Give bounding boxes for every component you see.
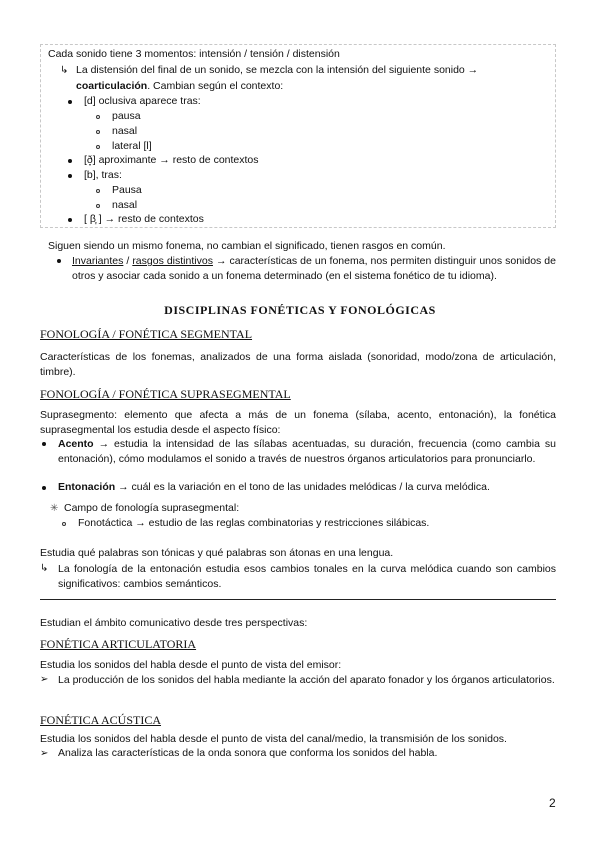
circle-bullet-icon — [62, 522, 66, 526]
circle-bullet-icon — [96, 189, 100, 193]
separator: / — [123, 255, 133, 267]
campo-text: Campo de fonología suprasegmental: — [64, 502, 240, 514]
entonacion-text: → cuál es la variación en el tono de las unidades melódicas / la curva melódica. — [115, 481, 490, 493]
heading-suprasegmental: FONOLOGÍA / FONÉTICA SUPRASEGMENTAL — [40, 387, 291, 401]
eth-item: [ð̞] aproximante → resto de contextos — [84, 154, 259, 166]
bullet-icon — [68, 159, 72, 163]
box-line-2: La distensión del final de un sonido, se mezcla con la intensión del siguiente sonido → — [76, 64, 479, 76]
articulatoria-text: Estudia los sonidos del habla desde el punto de vista del emisor: — [40, 659, 342, 671]
bullet-icon — [68, 174, 72, 178]
heading-articulatoria: FONÉTICA ARTICULATORIA — [40, 637, 197, 651]
d-sub-item: pausa — [112, 110, 141, 122]
asterisk-icon: ✳ — [50, 503, 59, 514]
bullet-icon — [68, 218, 72, 222]
box-line-1: Cada sonido tiene 3 momentos: intensión / tensión / distensión — [48, 48, 340, 60]
section-title: DISCIPLINAS FONÉTICAS Y FONOLÓGICAS — [164, 303, 436, 317]
suprasegmental-intro: Suprasegmento: elemento que afecta a más de un fonema (sílaba, acento, entonación), la fonética suprasegmental los estudia desde el aspecto físico: — [40, 409, 556, 436]
beta-item: [ β̞ ] → resto de contextos — [84, 213, 204, 225]
fonema-line: Siguen siendo un mismo fonema, no cambian el significado, tienen rasgos en común. — [48, 240, 446, 252]
acento-text: → estudia la intensidad de las sílabas acentuadas, su duración, frecuencia (como cambia su entonación), cómo modulamos el sonido a través de nuestros órganos articulatorios para pronunciarlo. — [58, 438, 556, 465]
arrow-return-icon: ↳ — [40, 563, 49, 574]
bullet-icon — [42, 486, 46, 490]
horizontal-divider — [40, 599, 556, 600]
bullet-icon — [68, 100, 72, 104]
acento-item — [58, 437, 556, 467]
tonicas-text: Estudia qué palabras son tónicas y qué palabras son átonas en una lengua. — [40, 547, 394, 559]
box-line-3 — [76, 80, 283, 93]
acustica-bullet: Analiza las características de la onda sonora que conforma los sonidos del habla. — [58, 747, 438, 759]
heading-segmental: FONOLOGÍA / FONÉTICA SEGMENTAL — [40, 327, 253, 341]
fonema-rest: → características de un fonema, nos permiten distinguir unos sonidos de otros y asociar cada sonido a un fonema determinado (en el sistema fonético de tu idioma). — [72, 255, 556, 282]
circle-bullet-icon — [96, 115, 100, 119]
heading-acustica: FONÉTICA ACÚSTICA — [40, 713, 162, 727]
entonacion-item — [58, 481, 490, 494]
b-sub-item: Pausa — [112, 184, 142, 196]
fonologia-entonacion-text: La fonología de la entonación estudia esos cambios tonales en la curva melódica cuando son cambios significativos: cambios semánticos. — [58, 563, 556, 590]
fonema-paragraph — [72, 254, 556, 284]
acustica-text: Estudia los sonidos del habla desde el punto de vista del canal/medio, la transmisión de los sonidos. — [40, 733, 507, 745]
b-item: [b], tras: — [84, 169, 122, 181]
rasgos-term: rasgos distintivos — [132, 255, 213, 267]
arrow-return-icon: ↳ — [60, 65, 69, 76]
fonotactica-text: Fonotáctica → estudio de las reglas combinatorias y restricciones silábicas. — [78, 517, 430, 529]
perspectivas-text: Estudian el ámbito comunicativo desde tres perspectivas: — [40, 617, 308, 629]
d-sub-item: lateral [l] — [112, 140, 152, 152]
articulatoria-bullet: La producción de los sonidos del habla mediante la acción del aparato fonador y los órganos articulatorios. — [58, 674, 555, 686]
arrowhead-bullet-icon: ➢ — [40, 748, 49, 759]
b-sub-item: nasal — [112, 199, 138, 211]
bullet-icon — [57, 259, 61, 263]
box-line-3-rest: . Cambian según el contexto: — [147, 80, 284, 92]
d-item: [d] oclusiva aparece tras: — [84, 95, 201, 107]
bullet-icon — [42, 442, 46, 446]
invariantes-term: Invariantes — [72, 255, 124, 267]
acento-label: Acento — [58, 438, 94, 450]
page-number: 2 — [549, 796, 556, 810]
d-sub-item: nasal — [112, 125, 138, 137]
circle-bullet-icon — [96, 145, 100, 149]
circle-bullet-icon — [96, 130, 100, 134]
segmental-text: Características de los fonemas, analizados de una forma aislada (sonoridad, modo/zona de articulación, timbre). — [40, 351, 556, 378]
entonacion-label: Entonación — [58, 481, 116, 493]
circle-bullet-icon — [96, 204, 100, 208]
coarticulacion-term: coarticulación — [76, 80, 148, 92]
arrowhead-bullet-icon: ➢ — [40, 674, 49, 685]
